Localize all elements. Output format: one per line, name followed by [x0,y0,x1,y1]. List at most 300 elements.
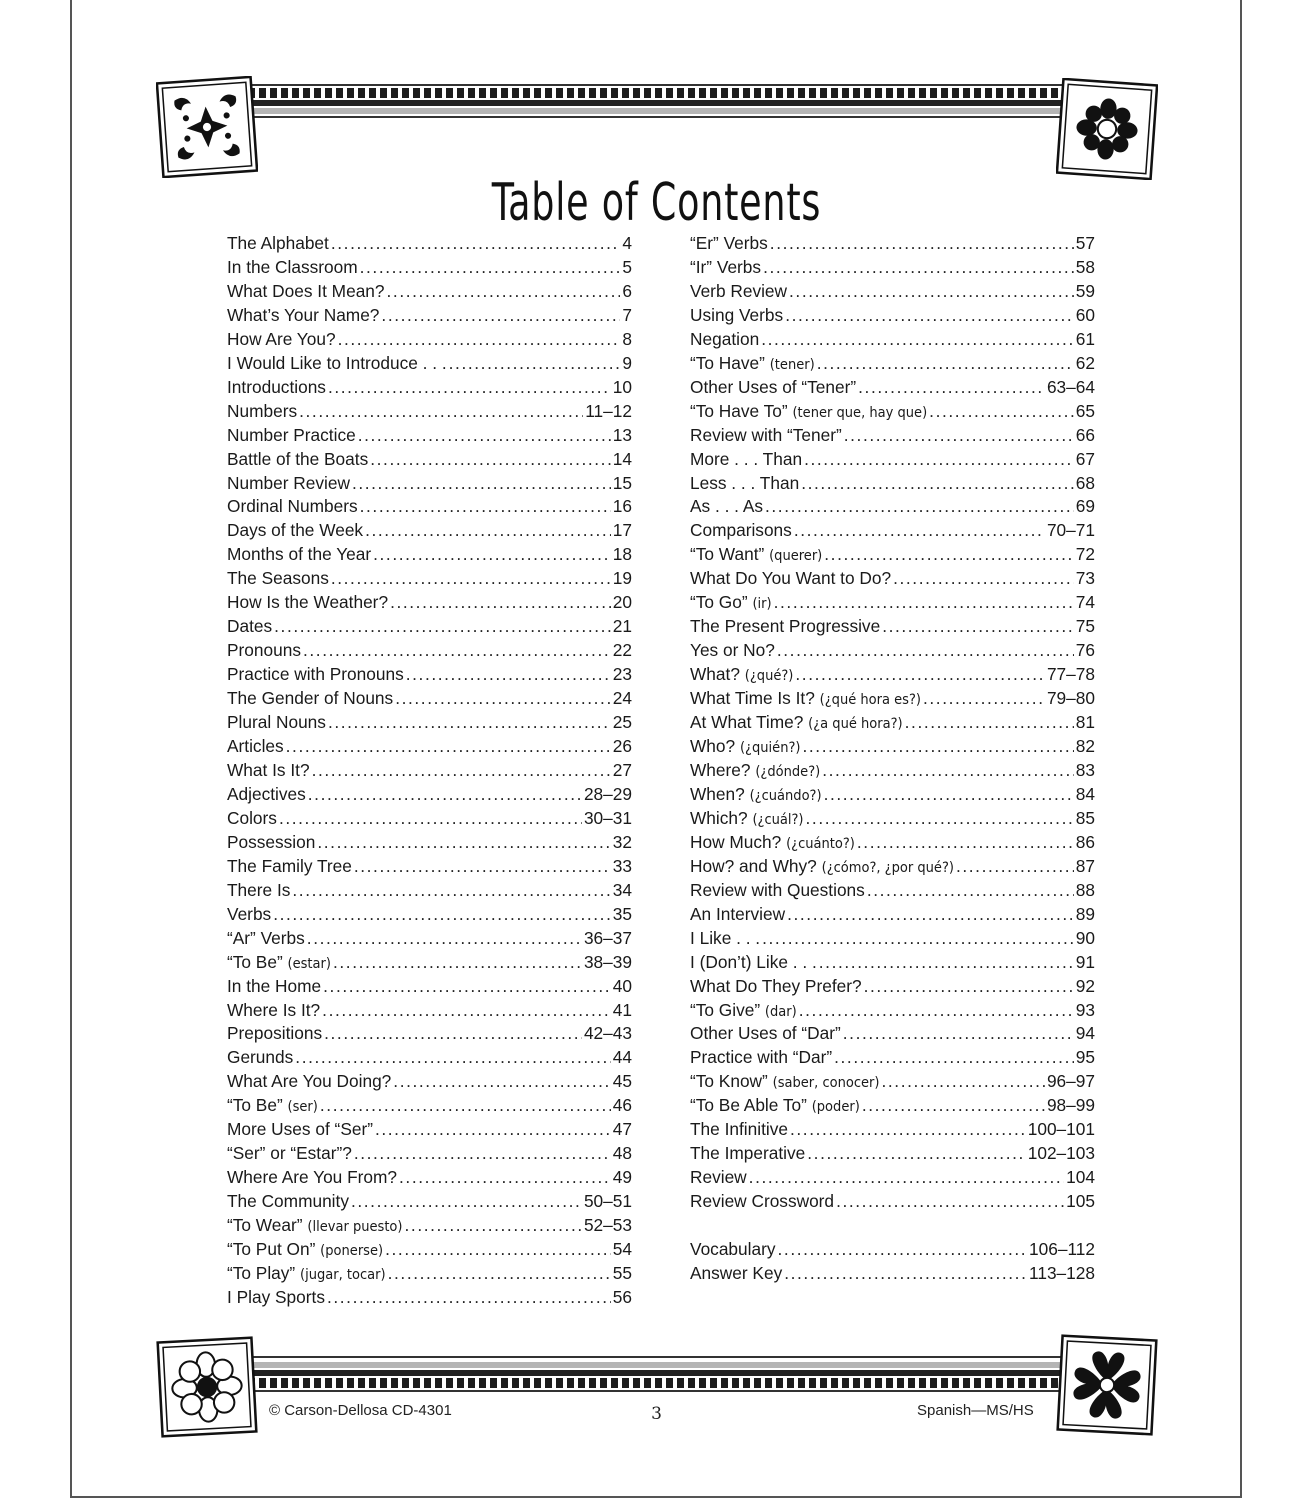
toc-entry [690,1190,1095,1214]
toc-entry-page: 63–64 [1046,376,1095,397]
toc-entry-title [227,543,371,567]
toc-entry-title [227,567,329,591]
toc-entry-spanish-gloss: (¿cuál?) [752,811,804,828]
toc-dot-leader [778,1238,1027,1262]
toc-dot-leader [317,831,610,855]
toc-dot-leader [956,855,1074,879]
toc-dot-leader [836,1190,1064,1214]
toc-entry-title [690,424,842,448]
toc-dot-leader [770,232,1074,256]
toc-dot-leader [790,1118,1026,1142]
toc-entry-page: 25 [612,712,632,733]
toc-entry [227,495,632,519]
toc-entry-title-text: The Infinitive [690,1119,788,1140]
toc-entry-page: 34 [612,879,632,900]
toc-entry-title [227,1214,403,1240]
toc-entry-page: 27 [612,759,632,780]
toc-entry-page: 90 [1075,927,1095,948]
toc-entry-page: 4 [622,233,632,253]
toc-entry-title [227,903,271,927]
toc-entry-page: 75 [1075,616,1095,637]
toc-dot-leader [929,400,1074,424]
toc-dot-leader [795,663,1045,687]
toc-entry-page: 42–43 [583,1023,632,1044]
toc-dot-leader [370,448,611,472]
toc-entry-spanish-gloss: (¿cómo?, ¿por qué?) [821,859,954,876]
toc-entry-page: 50–51 [583,1191,632,1212]
toc-dot-leader [273,903,611,927]
toc-entry-title-text: Possession [227,831,316,852]
toc-entry-title [227,495,358,519]
toc-entry-title-text: What Is It? [227,759,310,780]
toc-left-column [227,232,632,1310]
toc-entry-spanish-gloss: (¿a qué hora?) [808,716,903,733]
toc-entry-page: 57 [1075,233,1095,253]
toc-entry-page: 81 [1075,712,1095,733]
toc-entry-page: 102–103 [1027,1143,1095,1164]
toc-entry-page: 82 [1075,736,1095,757]
toc-entry [690,831,1095,855]
toc-entry-page: 23 [612,664,632,685]
toc-entry-spanish-gloss: (querer) [769,548,823,565]
toc-entry [227,1262,632,1286]
toc-dot-leader [905,711,1074,735]
toc-entry-page: 89 [1075,903,1095,924]
toc-entry-title-text: Where Are You From? [227,1167,398,1188]
toc-entry-title [227,1286,325,1310]
toc-entry [227,735,632,759]
toc-entry-title-text: “To Be” [227,1095,283,1116]
toc-entry [690,232,1095,256]
toc-entry-page: 17 [612,520,632,541]
toc-entry-title-text: Review with Questions [690,879,865,900]
toc-entry-page: 19 [612,568,632,589]
toc-entry [690,615,1095,639]
toc-entry-title-text: Articles [227,736,284,757]
toc-dot-leader [862,1094,1045,1118]
toc-entry-title-text: Other Uses of “Dar” [690,1023,841,1044]
toc-entry-title [690,280,787,304]
toc-entry-title-text: “To Put On” [227,1239,316,1260]
toc-dot-leader [449,352,621,376]
toc-entry-spanish-gloss: (dar) [764,1003,797,1020]
toc-dot-leader [843,1022,1074,1046]
toc-entry [690,591,1095,615]
toc-entry-title-text: Verb Review [690,280,788,301]
toc-entry [690,376,1095,400]
toc-entry [690,1262,1095,1286]
toc-entry [227,232,632,256]
toc-entry [690,975,1095,999]
toc-entry-page: 65 [1075,400,1095,421]
toc-entry [227,1286,632,1310]
toc-entry-title [227,975,321,999]
toc-entry-page: 84 [1075,783,1095,804]
toc-dot-leader [360,256,621,280]
toc-entry [227,1094,632,1118]
toc-entry-page: 100–101 [1027,1119,1095,1140]
toc-entry [227,1214,632,1238]
toc-entry-page: 44 [612,1047,632,1068]
toc-entry-page: 62 [1075,352,1095,373]
toc-entry-page: 40 [612,975,632,996]
toc-entry-spanish-gloss: (¿cuándo?) [749,787,822,804]
toc-entry-title-text: Practice with Pronouns [227,664,404,685]
toc-entry-title-text: How? and Why? [690,855,817,876]
toc-entry-page: 106–112 [1029,1239,1095,1260]
toc-entry [227,687,632,711]
toc-entry-title-text: “To Know” [690,1071,768,1092]
toc-entry-title [690,376,856,400]
toc-entry [690,1022,1095,1046]
toc-entry [227,783,632,807]
toc-entry-spanish-gloss: (¿qué?) [744,668,794,685]
toc-dot-leader [365,519,611,543]
toc-entry [690,759,1095,783]
toc-dot-leader [923,687,1045,711]
toc-entry [690,543,1095,567]
toc-entry-page: 66 [1075,424,1095,445]
toc-entry [690,1238,1095,1262]
toc-entry-title-text: How Much? [690,831,782,852]
toc-entry [690,400,1095,424]
toc-entry-title [690,232,768,256]
toc-entry-page: 104 [1066,1167,1095,1188]
toc-entry [690,495,1095,519]
toc-entry-page: 74 [1075,592,1095,613]
top-border-rail [248,84,1066,124]
toc-entry-page: 41 [612,999,632,1020]
toc-entry-page: 68 [1075,472,1095,493]
toc-dot-leader [858,376,1045,400]
toc-dot-leader [358,424,611,448]
toc-entry-title [227,759,310,783]
toc-entry-title-text: Days of the Week [227,520,364,541]
toc-dot-leader [749,1166,1064,1190]
toc-entry-page: 94 [1075,1023,1095,1044]
toc-entry-title [690,567,891,591]
toc-entry-page: 47 [612,1119,632,1140]
toc-entry-page: 28–29 [583,783,632,804]
toc-entry [690,567,1095,591]
toc-entry-title [227,855,352,879]
toc-entry-title [690,543,822,569]
toc-entry-title-text: Review [690,1167,747,1188]
toc-entry-title-text: There Is [227,879,291,900]
toc-dot-leader [323,975,611,999]
toc-spacer [690,1214,1095,1238]
toc-entry-title [227,304,379,328]
toc-entry-title-text: How Are You? [227,328,336,349]
toc-dot-leader [882,1070,1045,1094]
toc-entry-title-text: What Time Is It? [690,688,815,709]
toc-dot-leader [802,735,1073,759]
toc-entry-title [227,783,306,807]
toc-entry [227,400,632,424]
toc-dot-leader [295,1046,610,1070]
toc-dot-leader [373,543,611,567]
toc-dot-leader [822,759,1074,783]
toc-entry [690,687,1095,711]
toc-entry-page: 86 [1075,831,1095,852]
toc-entry-title-text: “Ar” Verbs [227,927,305,948]
toc-entry-title [690,328,759,352]
toc-entry-title-text: The Present Progressive [690,616,881,637]
toc-dot-leader [299,400,583,424]
toc-entry [227,352,632,376]
toc-entry-page: 69 [1075,496,1095,517]
toc-entry-page: 56 [612,1286,632,1307]
toc-entry-title-text: Who? [690,736,736,757]
toc-dot-leader [777,639,1074,663]
toc-entry-title-text: The Seasons [227,568,329,589]
toc-entry-title [227,927,305,951]
toc-entry-page: 21 [612,616,632,637]
toc-entry-page: 30–31 [583,807,632,828]
toc-entry-title [227,687,393,711]
toc-dot-leader [834,1046,1074,1070]
toc-entry-title-text: “To Wear” [227,1215,303,1236]
toc-entry-title [227,639,301,663]
toc-entry-page: 22 [612,640,632,661]
toc-dot-leader [765,495,1074,519]
toc-entry-title-text: An Interview [690,903,786,924]
toc-entry-page: 77–78 [1046,664,1095,685]
toc-entry [690,999,1095,1023]
toc-entry-title [690,1262,782,1286]
toc-right-column [690,232,1095,1286]
toc-entry-title [227,807,277,831]
toc-entry [227,1118,632,1142]
toc-entry-title-text: Yes or No? [690,640,775,661]
toc-dot-leader [761,328,1074,352]
toc-dot-leader [292,879,610,903]
toc-entry-page: 55 [612,1262,632,1283]
toc-entry [227,328,632,352]
toc-entry [227,1070,632,1094]
toc-entry-title-text: In the Home [227,975,322,996]
toc-dot-leader [794,519,1045,543]
toc-dot-leader [360,495,611,519]
toc-entry-title [690,1238,776,1262]
toc-entry-page: 24 [612,688,632,709]
toc-entry-page: 10 [612,376,632,397]
toc-entry-title-text: Ordinal Numbers [227,496,358,517]
toc-entry-title [690,1046,832,1070]
toc-dot-leader [286,735,611,759]
toc-dot-leader [824,543,1073,567]
toc-entry-title-text: What? [690,664,740,685]
toc-dot-leader [801,472,1074,496]
toc-entry [227,759,632,783]
toc-entry-page: 32 [612,831,632,852]
toc-entry [227,280,632,304]
toc-entry [690,1166,1095,1190]
toc-entry-title-text: “Er” Verbs [690,233,768,253]
toc-entry-title-text: I (Don’t) Like . . . [690,951,817,972]
toc-entry-title-text: Plural Nouns [227,712,326,733]
toc-entry-page: 93 [1075,999,1095,1020]
toc-dot-leader [312,759,611,783]
toc-entry-page: 79–80 [1046,688,1095,709]
toc-dot-leader [819,951,1074,975]
toc-dot-leader [388,1262,611,1286]
toc-dot-leader [307,927,582,951]
toc-dot-leader [893,567,1074,591]
toc-entry [227,615,632,639]
toc-dot-leader [806,807,1074,831]
toc-entry-page: 35 [612,903,632,924]
toc-entry-title [690,855,954,881]
toc-entry-title-text: The Imperative [690,1143,806,1164]
toc-entry-title-text: Where? [690,759,751,780]
toc-entry-title-text: Months of the Year [227,544,372,565]
toc-dot-leader [763,256,1074,280]
toc-entry-title-text: How Is the Weather? [227,592,389,613]
toc-entry-title [690,687,921,713]
toc-entry [690,1118,1095,1142]
toc-dot-leader [784,1262,1027,1286]
toc-entry [227,591,632,615]
toc-entry-title-text: Which? [690,807,748,828]
toc-entry [690,951,1095,975]
toc-entry-title [690,1142,805,1166]
toc-entry-page: 52–53 [583,1215,632,1236]
toc-entry [690,639,1095,663]
toc-entry-title-text: “To Be Able To” [690,1095,807,1116]
toc-entry-title [690,807,804,833]
toc-entry-title [227,879,290,903]
toc-entry-page: 85 [1075,807,1095,828]
toc-entry-title [690,879,865,903]
toc-dot-leader [333,951,582,975]
toc-entry-page: 45 [612,1071,632,1092]
toc-entry-title [690,519,792,543]
toc-dot-leader [864,975,1074,999]
toc-entry-spanish-gloss: (ir) [752,596,772,613]
toc-entry-page: 61 [1075,328,1095,349]
toc-entry-title [227,1094,318,1120]
toc-entry-title-text: What Does It Mean? [227,280,385,301]
toc-entry [227,855,632,879]
toc-entry-page: 49 [612,1167,632,1188]
toc-entry-page: 58 [1075,256,1095,277]
toc-entry-page: 36–37 [583,927,632,948]
toc-dot-leader [354,855,611,879]
toc-entry-title [227,328,336,352]
toc-entry-title-text: Verbs [227,903,272,924]
toc-dot-leader [354,1142,611,1166]
toc-entry [690,807,1095,831]
toc-entry-page: 46 [612,1095,632,1116]
toc-entry [690,1070,1095,1094]
toc-entry-title [690,1190,834,1214]
toc-entry-title [227,1046,293,1070]
toc-entry-title-text: Negation [690,328,760,349]
toc-entry-title [690,711,903,737]
toc-entry-title [227,1142,352,1166]
toc-entry-title [227,424,356,448]
toc-entry [690,711,1095,735]
toc-dot-leader [807,1142,1025,1166]
toc-entry-spanish-gloss: (ponerse) [320,1243,384,1260]
toc-entry-title [690,400,927,426]
toc-entry-title [227,1166,397,1190]
toc-entry-title-text: What Are You Doing? [227,1071,392,1092]
toc-entry-page: 73 [1075,568,1095,589]
toc-entry-page: 16 [612,496,632,517]
toc-entry-title [690,1118,788,1142]
toc-entry-title-text: I Play Sports [227,1286,325,1307]
toc-entry-page: 105 [1066,1191,1095,1212]
toc-entry-page: 33 [612,855,632,876]
toc-entry [690,328,1095,352]
toc-dot-leader [385,1238,611,1262]
toc-entry-title-text: Where Is It? [227,999,321,1020]
toc-entry-title [690,615,880,639]
toc-dot-leader [328,376,611,400]
toc-dot-leader [787,903,1074,927]
toc-dot-leader [338,328,621,352]
footer-copyright: © Carson-Dellosa CD-4301 [269,1402,452,1419]
toc-entry-title [690,495,763,519]
toc-entry [227,567,632,591]
toc-entry-title-text: Adjectives [227,783,306,804]
toc-entry-spanish-gloss: (jugar, tocar) [300,1266,386,1283]
toc-entry-title [227,591,388,615]
toc-entry-spanish-gloss: (estar) [287,955,331,972]
toc-dot-leader [274,615,611,639]
toc-entry-title [690,1070,880,1096]
toc-entry-title-text: More Uses of “Ser” [227,1119,373,1140]
bottom-border-rail [248,1356,1066,1396]
toc-entry-page: 67 [1075,448,1095,469]
toc-entry-title [227,1262,386,1288]
toc-entry-title-text: The Alphabet [227,233,329,253]
toc-entry [227,1238,632,1262]
toc-dot-leader [279,807,582,831]
toc-entry [690,352,1095,376]
toc-entry-title-text: Vocabulary [690,1239,776,1260]
toc-dot-leader [308,783,582,807]
toc-entry-title-text: Number Practice [227,424,356,445]
toc-entry-title [690,1022,841,1046]
toc-entry-title-text: Practice with “Dar” [690,1047,833,1068]
toc-entry-title [227,352,447,376]
toc-entry-title [690,304,783,328]
toc-entry [227,424,632,448]
toc-entry-title-text: Battle of the Boats [227,448,369,469]
toc-entry-spanish-gloss: (poder) [811,1099,860,1116]
toc-entry-title-text: More . . . Than [690,448,803,469]
toc-entry [227,1022,632,1046]
toc-entry-page: 14 [612,448,632,469]
toc-entry-page: 48 [612,1143,632,1164]
toc-entry-spanish-gloss: (¿qué hora es?) [819,692,921,709]
toc-entry-title [690,448,802,472]
toc-entry-page: 76 [1075,640,1095,661]
toc-dot-leader [785,304,1074,328]
toc-entry-spanish-gloss: (llevar puesto) [307,1219,403,1236]
toc-entry [227,831,632,855]
toc-entry-title [690,975,862,999]
toc-entry [227,472,632,496]
toc-entry-title [227,232,329,256]
toc-entry-page: 11–12 [585,400,632,421]
toc-entry [690,735,1095,759]
toc-dot-leader [824,783,1074,807]
toc-entry [227,951,632,975]
